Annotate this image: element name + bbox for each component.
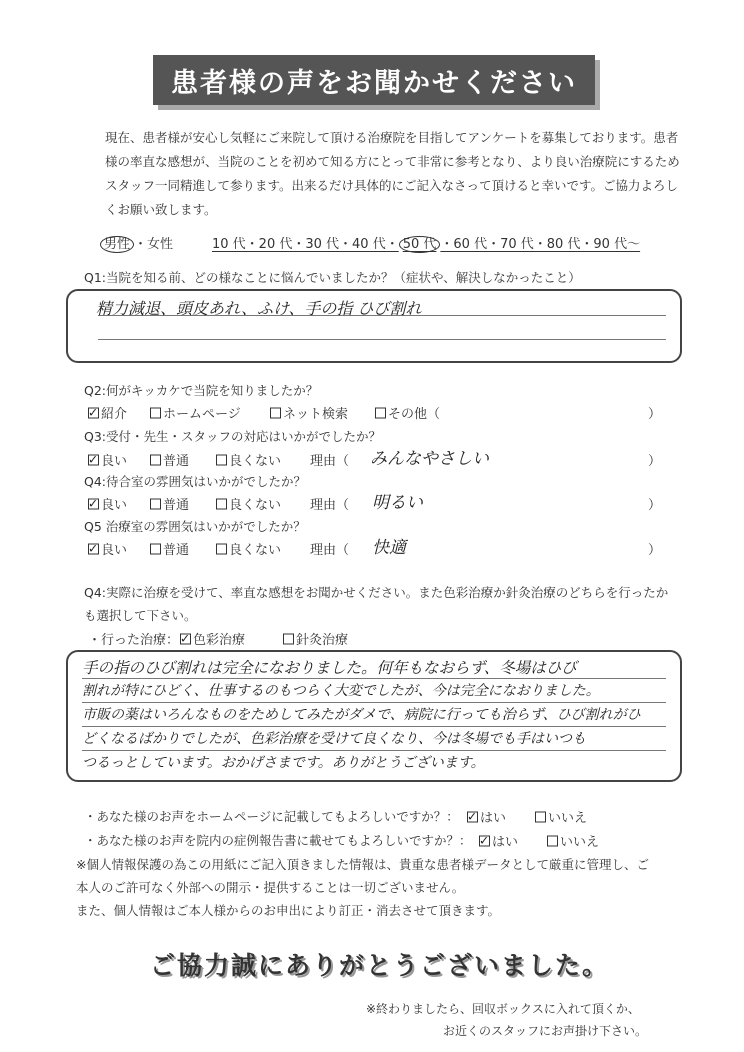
consent-homepage-yes[interactable]: はい ✓ xyxy=(467,807,506,826)
q2-checkbox-search[interactable]: ネット検索 xyxy=(270,403,348,422)
q5-checkbox-bad[interactable]: 良くない xyxy=(216,539,281,558)
intro-line: くお願い致します。 xyxy=(105,202,217,217)
q1-label: Q1:当院を知る前、どの様なことに悩んでいましたか？（症状や、解決しなかったこと） xyxy=(84,270,581,285)
gender-female-option[interactable]: 女性 xyxy=(147,237,174,252)
privacy-note: 本人のご許可なく外部への開示・提供することは一切ございません。 xyxy=(76,880,465,895)
q4b-answer-line: つるっとしています。おかげさまです。ありがとうございます。 xyxy=(82,755,485,771)
consent-report-no[interactable]: いいえ xyxy=(547,831,599,850)
q5-paren-close: ） xyxy=(648,543,662,558)
q4a-checkbox-normal[interactable]: 普通 xyxy=(150,494,189,513)
footer-note: お近くのスタッフにお声掛け下さい。 xyxy=(443,1024,648,1038)
age-selected-option[interactable]: 50 代 xyxy=(399,236,441,253)
gender-separator: ・ xyxy=(134,237,148,252)
thanks-message: ご協力誠にありがとうございました。 xyxy=(150,951,610,980)
gender-male-option[interactable]: 男性 xyxy=(100,236,134,253)
q3-paren-close: ） xyxy=(648,454,662,469)
q2-paren-close: ） xyxy=(648,407,662,422)
treatment-checkbox-color[interactable]: 色彩治療 ✓ xyxy=(180,629,245,648)
consent-homepage xyxy=(84,807,459,825)
footer-note: ※終わりましたら、回収ボックスに入れて頂くか、 xyxy=(366,1002,640,1016)
q5-label: Q5 治療室の雰囲気はいかがでしたか？ xyxy=(84,519,306,534)
q5-reason-label: 理由（ xyxy=(310,543,350,558)
q4a-reason[interactable]: 明るい xyxy=(372,493,423,513)
page-title: 患者様の声をお聞かせください xyxy=(153,55,595,105)
q2-option-homepage[interactable] xyxy=(150,403,241,422)
q4b-label-line: も選択して下さい。 xyxy=(84,608,197,623)
intro-line: 現在、患者様が安心し気軽にご来院して頂ける治療院を目指してアンケートを募集しております。患者 xyxy=(105,130,679,145)
age-select[interactable] xyxy=(212,233,640,252)
consent-homepage-no[interactable]: いいえ xyxy=(535,807,587,826)
q4b-answer-box[interactable] xyxy=(66,650,682,782)
q2-option-referral[interactable] xyxy=(88,403,127,422)
intro-text xyxy=(105,126,685,222)
q1-answer: 精力減退、頭皮あれ、ふけ、手の指 ひび割れ xyxy=(96,299,422,318)
q3-reason[interactable]: みんなやさしい xyxy=(370,449,489,469)
q4a-paren-close: ） xyxy=(648,498,662,513)
q2-checkbox-homepage[interactable]: ホームページ xyxy=(150,403,241,422)
q3-checkbox-normal[interactable]: 普通 xyxy=(150,450,189,469)
q4b-answer-line: 割れが特にひどく、仕事するのもつらく大変でしたが、今は完全になおりました。 xyxy=(82,683,600,699)
q4b-answer-line: どくなるばかりでしたが、色彩治療を受けて良くなり、今は冬場でも手はいつも xyxy=(82,731,586,747)
q2-checkbox-referral[interactable]: 紹介 ✓ xyxy=(88,403,127,422)
q4a-checkbox-bad[interactable]: 良くない xyxy=(216,494,281,513)
q2-option-other[interactable] xyxy=(375,403,440,422)
q4a-label: Q4:待合室の雰囲気はいかがでしたか？ xyxy=(84,474,307,489)
answer-rule xyxy=(98,339,666,340)
answer-rule xyxy=(82,678,666,679)
q4a-reason-label: 理由（ xyxy=(310,498,350,513)
consent-report-yes[interactable]: はい ✓ xyxy=(479,831,518,850)
treatment-label: ・行った治療： xyxy=(88,633,180,648)
q5-reason[interactable]: 快適 xyxy=(372,538,406,558)
age-options-before[interactable]: 10 代・20 代・30 代・40 代・ xyxy=(212,237,399,252)
gender-select[interactable] xyxy=(100,233,173,252)
q4b-label-line: Q4:実際に治療を受けて、率直な感想をお聞かせください。また色彩治療か針灸治療のどちらを行ったか xyxy=(84,585,669,600)
consent-report xyxy=(84,831,472,849)
q4b-answer-line: 市販の薬はいろんなものをためしてみたがダメで、病院に行っても治らず、ひび割れがひ xyxy=(82,707,641,723)
intro-line: スタッフ一同精進して参ります。出来るだけ具体的にご記入なさって頂けると幸いです。ご協力よろし xyxy=(105,178,679,193)
intro-line: 様の率直な感想が、当院のことを初めて知る方にとって非常に参考となり、より良い治療院にするため xyxy=(105,154,680,169)
q4b-answer-line: 手の指のひび割れは完全になおりました。何年もなおらず、冬場はひび xyxy=(82,659,577,677)
answer-rule xyxy=(82,702,666,703)
q3-checkbox-good[interactable]: 良い ✓ xyxy=(88,450,127,469)
privacy-note: また、個人情報はご本人様からのお申出により訂正・消去させて頂きます。 xyxy=(76,903,501,918)
q5-checkbox-good[interactable]: 良い ✓ xyxy=(88,539,127,558)
treatment-checkbox-acupuncture[interactable]: 針灸治療 xyxy=(283,629,348,648)
age-options-after[interactable]: ・60 代・70 代・80 代・90 代〜 xyxy=(440,237,641,252)
q2-option-search[interactable] xyxy=(270,403,348,422)
consent-report-text: ・あなた様のお声を院内の症例報告書に載せてもよろしいですか？： xyxy=(84,833,472,848)
q3-checkbox-bad[interactable]: 良くない xyxy=(216,450,281,469)
answer-rule xyxy=(82,726,666,727)
q1-answer-box[interactable] xyxy=(66,289,682,363)
q4a-checkbox-good[interactable]: 良い ✓ xyxy=(88,494,127,513)
q2-checkbox-other[interactable]: その他（ xyxy=(375,403,440,422)
q2-label: Q2:何がキッカケで当院を知りましたか？ xyxy=(84,383,319,398)
q3-label: Q3:受付・先生・スタッフの対応はいかがでしたか？ xyxy=(84,429,382,444)
answer-rule xyxy=(82,750,666,751)
q5-checkbox-normal[interactable]: 普通 xyxy=(150,539,189,558)
privacy-note: ※個人情報保護の為この用紙にご記入頂きました情報は、貴重な患者様データとして厳重に管理し、ご xyxy=(76,857,649,872)
q3-reason-label: 理由（ xyxy=(310,454,350,469)
consent-homepage-text: ・あなた様のお声をホームページに記載してもよろしいですか？： xyxy=(84,809,459,824)
